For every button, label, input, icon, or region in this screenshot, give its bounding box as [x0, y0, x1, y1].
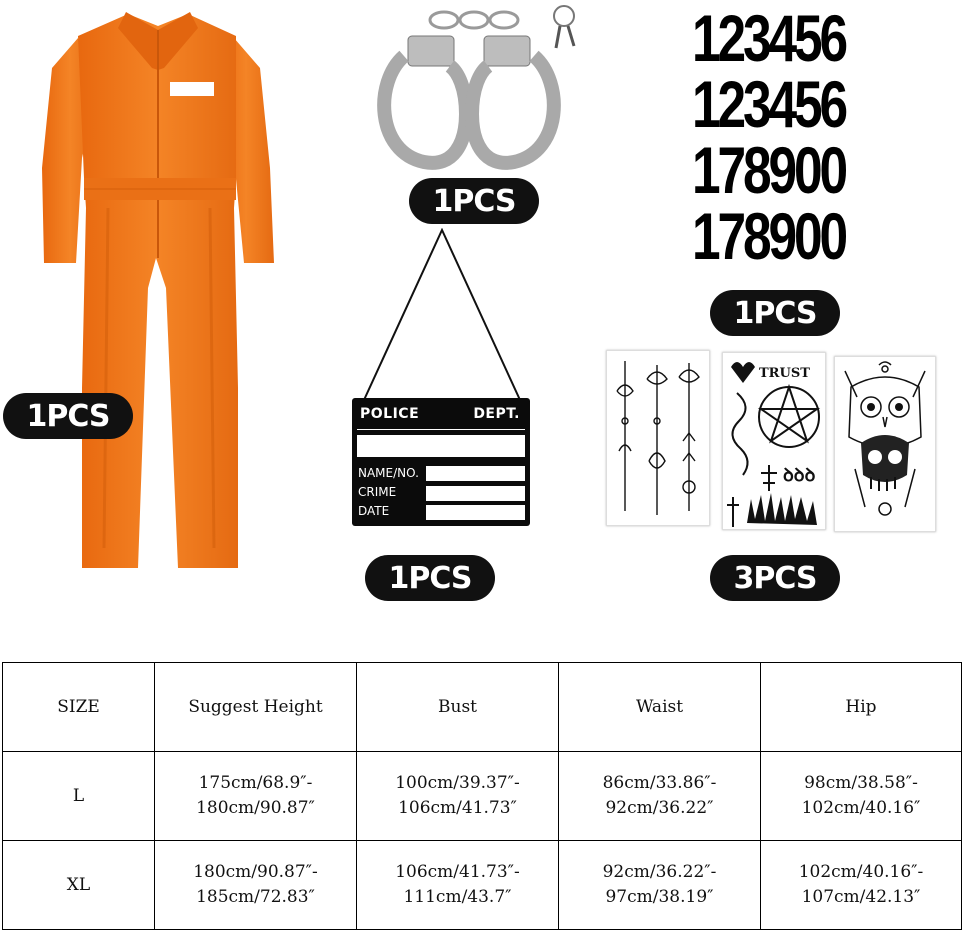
- cell-line: 111cm/43.7″: [403, 887, 512, 907]
- bust-cell: [357, 752, 559, 841]
- number-row: [692, 133, 858, 207]
- cell-line: 185cm/72.83″: [196, 887, 315, 907]
- hip-cell: [761, 752, 962, 841]
- sign-name-field: [426, 466, 525, 481]
- table-header-row: [3, 663, 962, 752]
- sign-top-bar: [357, 429, 525, 430]
- number-row-text: 178900: [692, 199, 846, 273]
- sign-header-right: DEPT.: [473, 406, 520, 422]
- sign-blank-field: [357, 435, 525, 457]
- waist-cell: [559, 752, 761, 841]
- size-cell: L: [3, 752, 155, 841]
- sign-crime-field: [426, 486, 525, 501]
- sign-date-field: [426, 505, 525, 520]
- size-cell: XL: [3, 841, 155, 930]
- hip-cell: [761, 841, 962, 930]
- cell-line: 106cm/41.73″: [398, 798, 517, 818]
- height-cell: [155, 841, 357, 930]
- table-row: [3, 841, 962, 930]
- cell-line: 106cm/41.73″-: [395, 862, 520, 882]
- number-row: [692, 199, 858, 273]
- cell-line: 92cm/36.22″-: [602, 862, 717, 882]
- sign-name-label: NAME/NO.: [358, 466, 419, 480]
- jumpsuit-qty-badge: [3, 393, 133, 439]
- tattoo-sheet-floral: [606, 350, 710, 526]
- number-row-text: 123456: [692, 1, 846, 75]
- cell-line: 175cm/68.9″-: [198, 773, 313, 793]
- sign-header-left: POLICE: [360, 406, 420, 422]
- trust-tattoo-text: TRUST: [759, 366, 810, 381]
- sign-qty-label: 1PCS: [388, 560, 472, 596]
- cell-line: 100cm/39.37″-: [395, 773, 520, 793]
- sign-qty-badge: [365, 555, 495, 601]
- svg-text:ꝺꝺꝺ: ꝺꝺꝺ: [783, 465, 816, 486]
- header-cell-bust: Bust: [357, 663, 559, 752]
- floral-tattoo-icon: [607, 351, 709, 525]
- cell-line: 102cm/40.16″-: [798, 862, 924, 882]
- number-row-text: 178900: [692, 133, 846, 207]
- police-sign: [352, 398, 530, 526]
- cell-line: 102cm/40.16″: [801, 798, 921, 818]
- sign-string-image: [352, 228, 532, 402]
- numbers-qty-badge: [710, 290, 840, 336]
- cell-line: 92cm/36.22″: [605, 798, 714, 818]
- size-chart-table: [2, 662, 962, 930]
- height-cell: [155, 752, 357, 841]
- header-cell-size: SIZE: [3, 663, 155, 752]
- header-cell-hip: Hip: [761, 663, 962, 752]
- numbers-qty-label: 1PCS: [733, 295, 817, 331]
- cell-line: 107cm/42.13″: [801, 887, 921, 907]
- skull-owl-tattoo-icon: [835, 357, 935, 531]
- orange-jumpsuit-image: [38, 8, 278, 578]
- number-row: [692, 1, 858, 75]
- cell-line: 97cm/38.19″: [605, 887, 714, 907]
- cell-line: 86cm/33.86″-: [602, 773, 717, 793]
- handcuffs-qty-label: 1PCS: [432, 183, 516, 219]
- sign-date-label: DATE: [358, 504, 390, 518]
- tattoos-qty-label: 3PCS: [733, 560, 817, 596]
- number-row: [692, 67, 858, 141]
- header-cell-waist: Waist: [559, 663, 761, 752]
- cell-line: 98cm/38.58″-: [804, 773, 918, 793]
- sign-crime-label: CRIME: [358, 485, 397, 499]
- waist-cell: [559, 841, 761, 930]
- sign-header: [360, 406, 526, 422]
- cell-line: 180cm/90.87″-: [193, 862, 318, 882]
- tattoo-sheet-pentagram: [722, 352, 826, 530]
- handcuffs-qty-badge: [409, 178, 539, 224]
- number-row-text: 123456: [692, 67, 846, 141]
- pentagram-tattoo-icon: [723, 353, 825, 529]
- header-cell-height: Suggest Height: [155, 663, 357, 752]
- tattoos-qty-badge: [710, 555, 840, 601]
- number-stickers-image: [692, 1, 860, 273]
- table-row: [3, 752, 962, 841]
- bust-cell: [357, 841, 559, 930]
- handcuffs-image: [374, 2, 590, 174]
- jumpsuit-qty-label: 1PCS: [26, 398, 110, 434]
- cell-line: 180cm/90.87″: [196, 798, 315, 818]
- tattoo-sheet-skull-owl: [834, 356, 936, 532]
